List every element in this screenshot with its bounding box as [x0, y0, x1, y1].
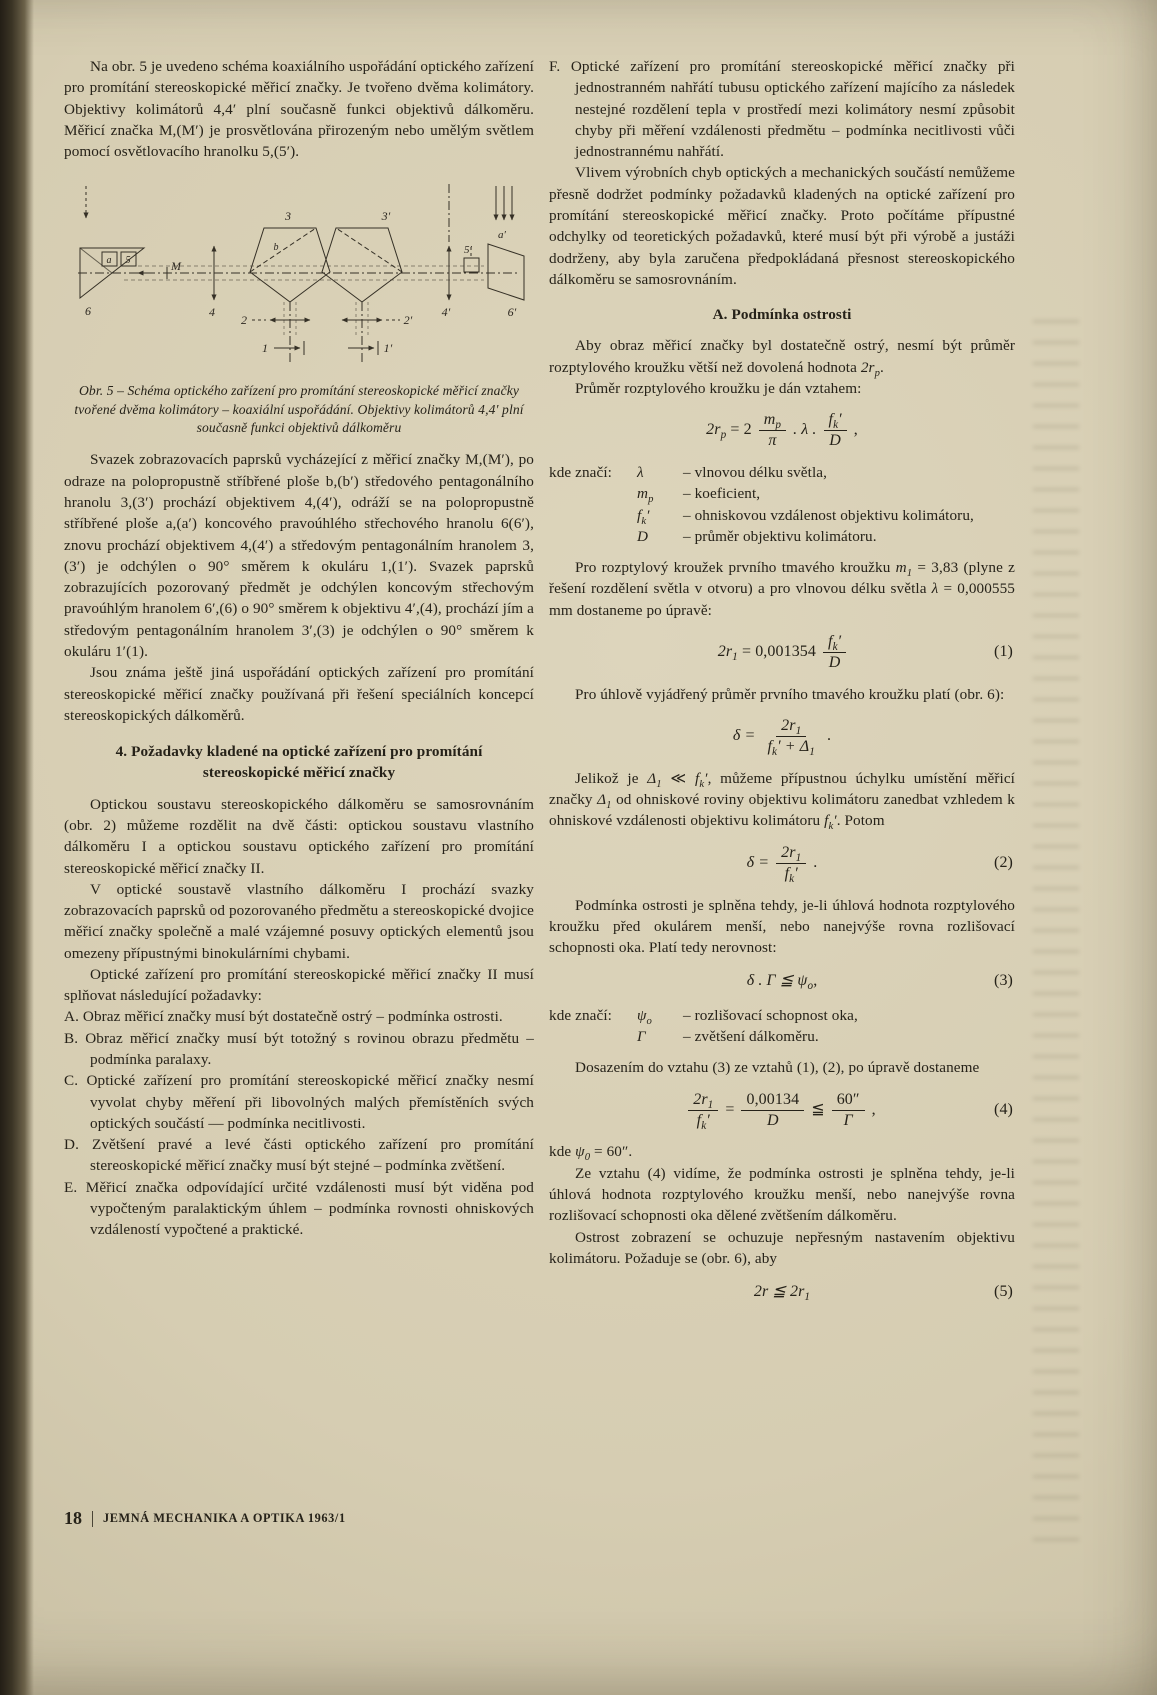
pentaprism-3p-mirror-surface — [336, 228, 402, 272]
math-var: δ = — [732, 727, 756, 745]
pentaprism-3-mirror-surface — [250, 228, 316, 272]
math-expr: δ . Γ ≦ ψ — [746, 972, 808, 990]
math-sub: 1 — [795, 851, 802, 864]
equation-number: (3) — [994, 972, 1013, 990]
equation-number: (1) — [994, 643, 1013, 661]
math-var: f — [767, 738, 772, 755]
math-sub: k — [641, 515, 647, 527]
item-label: A. — [64, 1008, 79, 1026]
paragraph-rangefinder-system: V optické soustavě vlastního dálkoměru I prochází svazky zobrazovacích paprsků od pozorovaného předmětu a stereoskopické dvojice měřicí značky společně a malé vzájemné posuvy optických elementů jsou omezeny přípustnými binokulárními chybami. — [64, 880, 534, 962]
page-binding-shadow — [0, 0, 34, 1695]
figure-label-a: a — [106, 255, 112, 267]
requirement-item-F — [549, 56, 1015, 162]
math-var: + Δ — [784, 738, 810, 755]
math-var: δ = — [746, 853, 770, 871]
figure-label-3: 3 — [284, 209, 292, 224]
math-var: Δ — [647, 769, 657, 787]
symbol — [637, 526, 683, 547]
paragraph-formula-intro: Průměr rozptylového kroužku je dán vztahem: — [575, 379, 862, 397]
math-var: λ — [637, 464, 644, 482]
symbol — [637, 462, 683, 483]
math-prime: ′ — [704, 769, 708, 787]
fraction — [741, 1091, 804, 1130]
item-label: E. — [64, 1178, 78, 1196]
math-sub: 1 — [707, 1098, 714, 1111]
figure-label-5p: 5′ — [463, 244, 473, 257]
math-2rp: 2r — [860, 358, 875, 376]
symbol — [637, 505, 683, 526]
math-prime: ′ — [794, 864, 798, 882]
where-label-spacer — [549, 1026, 637, 1047]
math-var: f — [637, 506, 642, 524]
fraction — [824, 411, 847, 450]
paragraph-neglect-delta — [549, 768, 1015, 832]
text-run: Pro rozptylový kroužek prvního tmavého kroužku — [575, 559, 896, 577]
figure-label-1: 1 — [261, 341, 269, 356]
math-sub: k — [833, 419, 839, 432]
math-punct: , — [871, 1100, 876, 1118]
figure-linework — [78, 184, 524, 364]
text-run: = 0,000555 mm dostaneme po úpravě: — [549, 580, 1016, 619]
math-var: f — [824, 812, 829, 830]
math-prime: ′ — [706, 1111, 710, 1129]
math-sub: 1 — [732, 651, 738, 664]
text-run: od ohniskové roviny objektivu kolimátoru zanedbat vzhledem k ohniskové vzdálenosti objektivu kolimátoru — [549, 791, 1015, 830]
math-sub: 1 — [906, 568, 913, 580]
equation-number: (4) — [994, 1100, 1013, 1118]
definition-text: – zvětšení dálkoměru. — [683, 1028, 819, 1046]
eq-body — [754, 1281, 810, 1303]
text-run: = 60″. — [590, 1143, 633, 1161]
math-var: m — [763, 411, 776, 429]
paragraph-manufacturing-errors: Vlivem výrobních chyb optických a mechanických součástí nemůžeme přesně dodržet podmínky požadavků kladených na optické zařízení pro promítání stereoskopické měřicí značky. Proto počítáme přípustné odchylky od teoretických požadavků, které musí být při výrobě a justáži dodrženy, aby byla zaručena předpokládaná přesnost stereoskopického dálkoměru se samosrovnáním. — [549, 164, 1015, 288]
figure-label-b: b — [273, 242, 279, 254]
figure-label-2: 2 — [240, 313, 248, 328]
math-sub: 1 — [656, 778, 662, 790]
math-rel: = — [725, 1100, 735, 1118]
pentaprism-3p-shape — [322, 228, 402, 302]
where-label-spacer — [549, 526, 637, 547]
numerator — [688, 1091, 718, 1111]
math-rel: = 2 — [730, 421, 752, 439]
figure-label-4p: 4′ — [441, 305, 451, 320]
requirement-item-A — [64, 1006, 534, 1027]
paragraph-collimator-setting: Ostrost zobrazení se ochuzuje nepřesným nastavením objektivu kolimátoru. Požaduje se (obr. 6), aby — [549, 1228, 1015, 1267]
definition-text: – vlnovou délku světla, — [683, 464, 828, 482]
math-expr: 2r ≦ 2r — [753, 1283, 805, 1301]
numerator — [759, 411, 786, 431]
denominator — [692, 1111, 715, 1130]
math-var: ψ — [637, 1006, 647, 1024]
fraction — [688, 1091, 718, 1130]
symbol — [637, 1026, 683, 1047]
figure-labels — [85, 209, 517, 355]
formula-2rp — [549, 411, 1015, 450]
eq-body — [747, 970, 818, 992]
paragraph-psi-value — [549, 1141, 1015, 1162]
math-var: 2r — [781, 843, 796, 861]
numerator: 0,00134 — [741, 1091, 804, 1111]
formula-1 — [549, 633, 1015, 672]
paragraph-other-arrangements: Jsou známa ještě jiná uspořádání optických zařízení pro promítání stereoskopické měřicí značky používaná při řešení speciálních koncepcí stereoskopických dálkoměrů. — [64, 664, 534, 724]
math-sub: k — [832, 641, 838, 654]
figure-label-ap: a′ — [497, 229, 507, 242]
numerator — [823, 633, 846, 653]
definition-row — [549, 462, 1015, 483]
where-label-spacer — [549, 505, 637, 526]
eq-lhs — [718, 641, 816, 663]
paragraph-conclusion-4: Ze vztahu (4) vidíme, že podmínka ostrosti je splněna tehdy, je-li úhlová hodnota rozptylového kroužku menší, nebo nanejvýše rovna rozlišovací schopnosti oka dělené zvětšením dálkoměru. — [549, 1164, 1015, 1225]
paragraph-dark-ring — [549, 557, 1015, 621]
definition-text: – ohniskovou vzdálenost objektivu kolimátoru, — [683, 506, 974, 524]
denominator: D — [828, 653, 841, 671]
item-label: D. — [64, 1136, 79, 1154]
math-sub: 1 — [804, 1291, 811, 1304]
figure-obr5 — [64, 178, 534, 437]
symbol — [637, 1005, 683, 1026]
math-prime: ′ — [838, 411, 842, 429]
math-var: m — [637, 485, 649, 503]
figure-label-5: 5 — [125, 255, 131, 267]
paragraph-substitution: Dosazením do vztahu (3) ze vztahů (1), (2), po úpravě dostaneme — [575, 1059, 980, 1077]
prism-6p-shape — [488, 244, 524, 300]
formula-3 — [549, 970, 1015, 992]
paragraph-sharpness — [549, 335, 1015, 378]
math-rel: ≪ — [661, 769, 695, 787]
eq-lhs — [706, 419, 752, 441]
paragraph-angular-diameter: Pro úhlově vyjádřený průměr prvního tmavého kroužku platí (obr. 6): — [575, 685, 1005, 703]
math-var: D — [637, 527, 649, 545]
math-sub: k — [789, 872, 795, 885]
definition-text: – koeficient, — [683, 485, 761, 503]
requirement-item-E — [64, 1177, 534, 1241]
figure-label-M: M — [170, 259, 182, 274]
figure-label-6: 6 — [84, 304, 92, 319]
where-label: kde značí: — [549, 1006, 612, 1024]
math-var: Δ — [597, 791, 607, 809]
formula-2 — [549, 844, 1015, 883]
formula-delta — [549, 717, 1015, 759]
figure-caption: Obr. 5 – Schéma optického zařízení pro promítání stereoskopické měřicí značky tvořené dvěma kolimátory – koaxiální uspořádání. Objektivy kolimátorů 4,4′ plní současně funkci objektivů dálkoměru — [74, 383, 524, 436]
math-prime: ′ — [837, 633, 842, 650]
math-var: ψ — [575, 1143, 585, 1161]
text-run: , můžeme přípustnou úchylku umístění měřicí značky — [549, 769, 1015, 809]
math-prime: ′ — [777, 738, 781, 755]
figure-label-4: 4 — [208, 305, 216, 320]
numerator — [776, 717, 806, 737]
fraction — [762, 717, 820, 759]
journal-title: JEMNÁ MECHANIKA A OPTIKA 1963/1 — [103, 1511, 346, 1525]
figure-label-2p: 2′ — [403, 313, 413, 328]
math-punct: . — [813, 853, 818, 871]
right-column — [549, 56, 1015, 1316]
fraction — [759, 411, 786, 450]
denominator: π — [768, 432, 777, 450]
requirement-item-B — [64, 1028, 534, 1071]
math-sub: k — [701, 1119, 707, 1132]
paragraph-beam-path: Svazek zobrazovacích paprsků vycházející z měřicí značky M,(M′), po odraze na polopropustně stříbřené ploše b,(b′) středového pentagonálního hranolu 3,(3′) prochází objektivem 4,(4′), odráží se na polopropustně stříbřené ploše a,(a′) koncového pravoúhlého střechového hranolu 6(6′), znovu prochází objektivem 4,(4′) a středovým pentagonálním hranolem 3,(3′) je odchýlen o 90° směrem k okuláru 1,(1′). Svazek paprsků zobrazujících pozorovaný předmět je odchýlen koncovým střechovým pravoúhlým hranolem 6′,(6) o 90° směrem k objektivu 4′,(4), prochází jím a středovým pentagonálním hranolem 3′,(3) je odchýlen o 90° směrem k okuláru 1′(1). — [64, 451, 534, 660]
math-sub: p — [874, 367, 880, 379]
math-sub: 1 — [606, 800, 612, 812]
denominator: D — [767, 1111, 779, 1129]
math-rel: ≦ — [811, 1100, 825, 1118]
symbol — [637, 483, 683, 504]
item-text: Optické zařízení pro promítání stereoskopické měřicí značky při jednostranném nahřátí tubusu optického zařízení majícího za následek nestejné rozdělení tepla v prostředí mezi kolimátory nesmí způsobit chyby při měření vzdálenosti předmětu – podmínka necitlivosti vůči jednostrannému nahřátí. — [570, 58, 1015, 161]
math-sub: k — [828, 821, 834, 833]
math-rel: = 0,001354 — [741, 643, 817, 661]
denominator: Γ — [843, 1111, 853, 1129]
math-var: 2r — [781, 717, 796, 735]
figure-schematic — [64, 178, 534, 370]
page-number: 18 — [64, 1508, 82, 1528]
math-prime: ′ — [833, 812, 837, 830]
numerator: 60″ — [832, 1091, 865, 1111]
math-punct: . — [826, 727, 832, 745]
numerator — [776, 844, 806, 864]
item-text: Obraz měřicí značky musí být totožný s rovinou obrazu předmětu – podmínka paralaxy. — [85, 1029, 534, 1069]
where-denotes-list-1 — [549, 462, 1015, 547]
text-run: Aby obraz měřicí značky byl dostatečně ostrý, nesmí být průměr rozptylového kroužku větší než dovolená hodnota — [549, 337, 1015, 376]
fraction — [776, 844, 806, 883]
item-label: F. — [549, 58, 561, 75]
denominator: D — [829, 432, 841, 450]
page-footer — [64, 1508, 346, 1529]
equation-number: (5) — [994, 1283, 1013, 1301]
item-text: Optické zařízení pro promítání stereoskopické měřicí značky nesmí vyvolat chyby měření při libovolných malých přemístěních svých optických součástí — podmínka necitlivosti. — [86, 1072, 534, 1132]
where-label: kde značí: — [549, 464, 612, 482]
math-var: f — [696, 1111, 702, 1129]
math-sub: p — [648, 494, 654, 506]
math-sub: p — [775, 419, 782, 432]
definition-row — [549, 526, 1015, 547]
section-heading-A: A. Podmínka ostrosti — [712, 306, 852, 324]
figure-label-1p: 1′ — [383, 341, 393, 356]
math-var: λ — [931, 580, 939, 598]
math-var: 2r — [717, 643, 733, 661]
paragraph-requirements-intro: Optické zařízení pro promítání stereoskopické měřicí značky II musí splňovat následující požadavky: — [64, 965, 534, 1005]
math-sub: k — [771, 746, 778, 759]
item-label: B. — [64, 1029, 79, 1047]
denominator — [780, 864, 803, 883]
math-var: f — [828, 633, 833, 650]
section-heading-4-line1: 4. Požadavky kladené na optické zařízení pro promítání — [115, 743, 483, 761]
text-run: . Potom — [836, 812, 885, 830]
pentaprism-3-shape — [250, 228, 330, 302]
item-text: Obraz měřicí značky musí být dostatečně ostrý – podmínka ostrosti. — [82, 1008, 503, 1026]
math-sub: 1 — [795, 725, 802, 738]
formula-4 — [549, 1091, 1015, 1130]
where-label-spacer — [549, 483, 637, 504]
fraction — [823, 633, 846, 672]
paragraph-sharpness-condition: Podmínka ostrosti je splněna tehdy, je-li úhlová hodnota rozptylového kroužku před okulárem menší, nebo nanejvýše rovna rozlišovací schopnosti oka. Platí tedy nerovnost: — [549, 896, 1015, 957]
prism-5p-box — [464, 258, 479, 272]
math-punct: , — [813, 972, 818, 990]
section-heading-4 — [64, 741, 534, 784]
figure-label-6p: 6′ — [507, 305, 517, 320]
definition-row — [549, 1026, 1015, 1047]
paragraph-intro: Na obr. 5 je uvedeno schéma koaxiálního uspořádání optického zařízení pro promítání stereoskopické měřicí značky. Je tvořeno dvěma kolimátory. Objektivy kolimátorů 4,4′ plní současně funkci objektivů dálkoměru. Měřicí značka M,(M′) je prosvětlována přirozeným nebo umělým světlem pomocí osvětlovacího hranolku 5,(5′). — [64, 58, 534, 161]
requirement-item-C — [64, 1070, 534, 1134]
math-punct: , — [853, 421, 858, 439]
ink-bleed-through — [1033, 320, 1079, 1555]
math-var: Γ — [637, 1028, 646, 1046]
item-text: Měřicí značka odpovídající určité vzdálenosti musí být viděna pod vypočteným paralaktickým úhlem – podmínka rovnosti ohniskových vzdáleností vypočtené a praktické. — [85, 1178, 534, 1239]
math-var: f — [828, 411, 834, 429]
math-sub: o — [646, 1015, 652, 1027]
math-var: m — [895, 559, 907, 577]
denominator — [762, 737, 820, 759]
math-var: f — [784, 864, 790, 882]
definition-row — [549, 1005, 1015, 1026]
figure-label-3p: 3′ — [381, 209, 391, 224]
left-column — [64, 56, 534, 1241]
text-run: . — [879, 358, 884, 376]
text-run: Jelikož je — [575, 769, 648, 787]
definition-text: – rozlišovací schopnost oka, — [683, 1006, 858, 1024]
math-sub: k — [699, 778, 705, 790]
math-sub: 0 — [584, 1152, 591, 1164]
equation-number: (2) — [994, 853, 1013, 871]
math-prime: ′ — [646, 506, 650, 524]
math-var: f — [695, 769, 700, 787]
requirement-item-D — [64, 1134, 534, 1177]
footer-separator — [92, 1511, 93, 1527]
where-denotes-list-2 — [549, 1005, 1015, 1048]
math-sub: p — [720, 429, 727, 442]
text-run: = 3,83 (plyne z řešení rozdělení světla v otvoru) a pro vlnovou délku světla — [549, 559, 1015, 598]
definition-row — [549, 505, 1015, 526]
fraction — [832, 1091, 865, 1130]
math-var: 2r — [693, 1090, 708, 1108]
item-text: Zvětšení pravé a levé části optického zařízení pro promítání stereoskopické měřicí značky musí být stejné – podmínka zvětšení. — [90, 1136, 534, 1175]
definition-text: – průměr objektivu kolimátoru. — [683, 527, 877, 545]
section-heading-4-line2: stereoskopické měřicí značky — [202, 764, 396, 782]
formula-5 — [549, 1281, 1015, 1303]
definition-row — [549, 483, 1015, 504]
math-sub: 1 — [809, 746, 815, 759]
paragraph-optical-system: Optickou soustavu stereoskopického dálkoměru se samosrovnáním (obr. 2) můžeme rozdělit na dvě části: optickou soustavu vlastního dálkoměru I a optickou soustavu optického zařízení pro promítání stereoskopické měřicí značky II. — [64, 795, 534, 877]
numerator — [824, 411, 847, 431]
item-label: C. — [64, 1072, 79, 1090]
math-sub: o — [807, 980, 814, 993]
text-run: kde — [549, 1143, 576, 1161]
math-var: 2r — [706, 421, 721, 439]
math-op: . λ . — [793, 421, 817, 439]
